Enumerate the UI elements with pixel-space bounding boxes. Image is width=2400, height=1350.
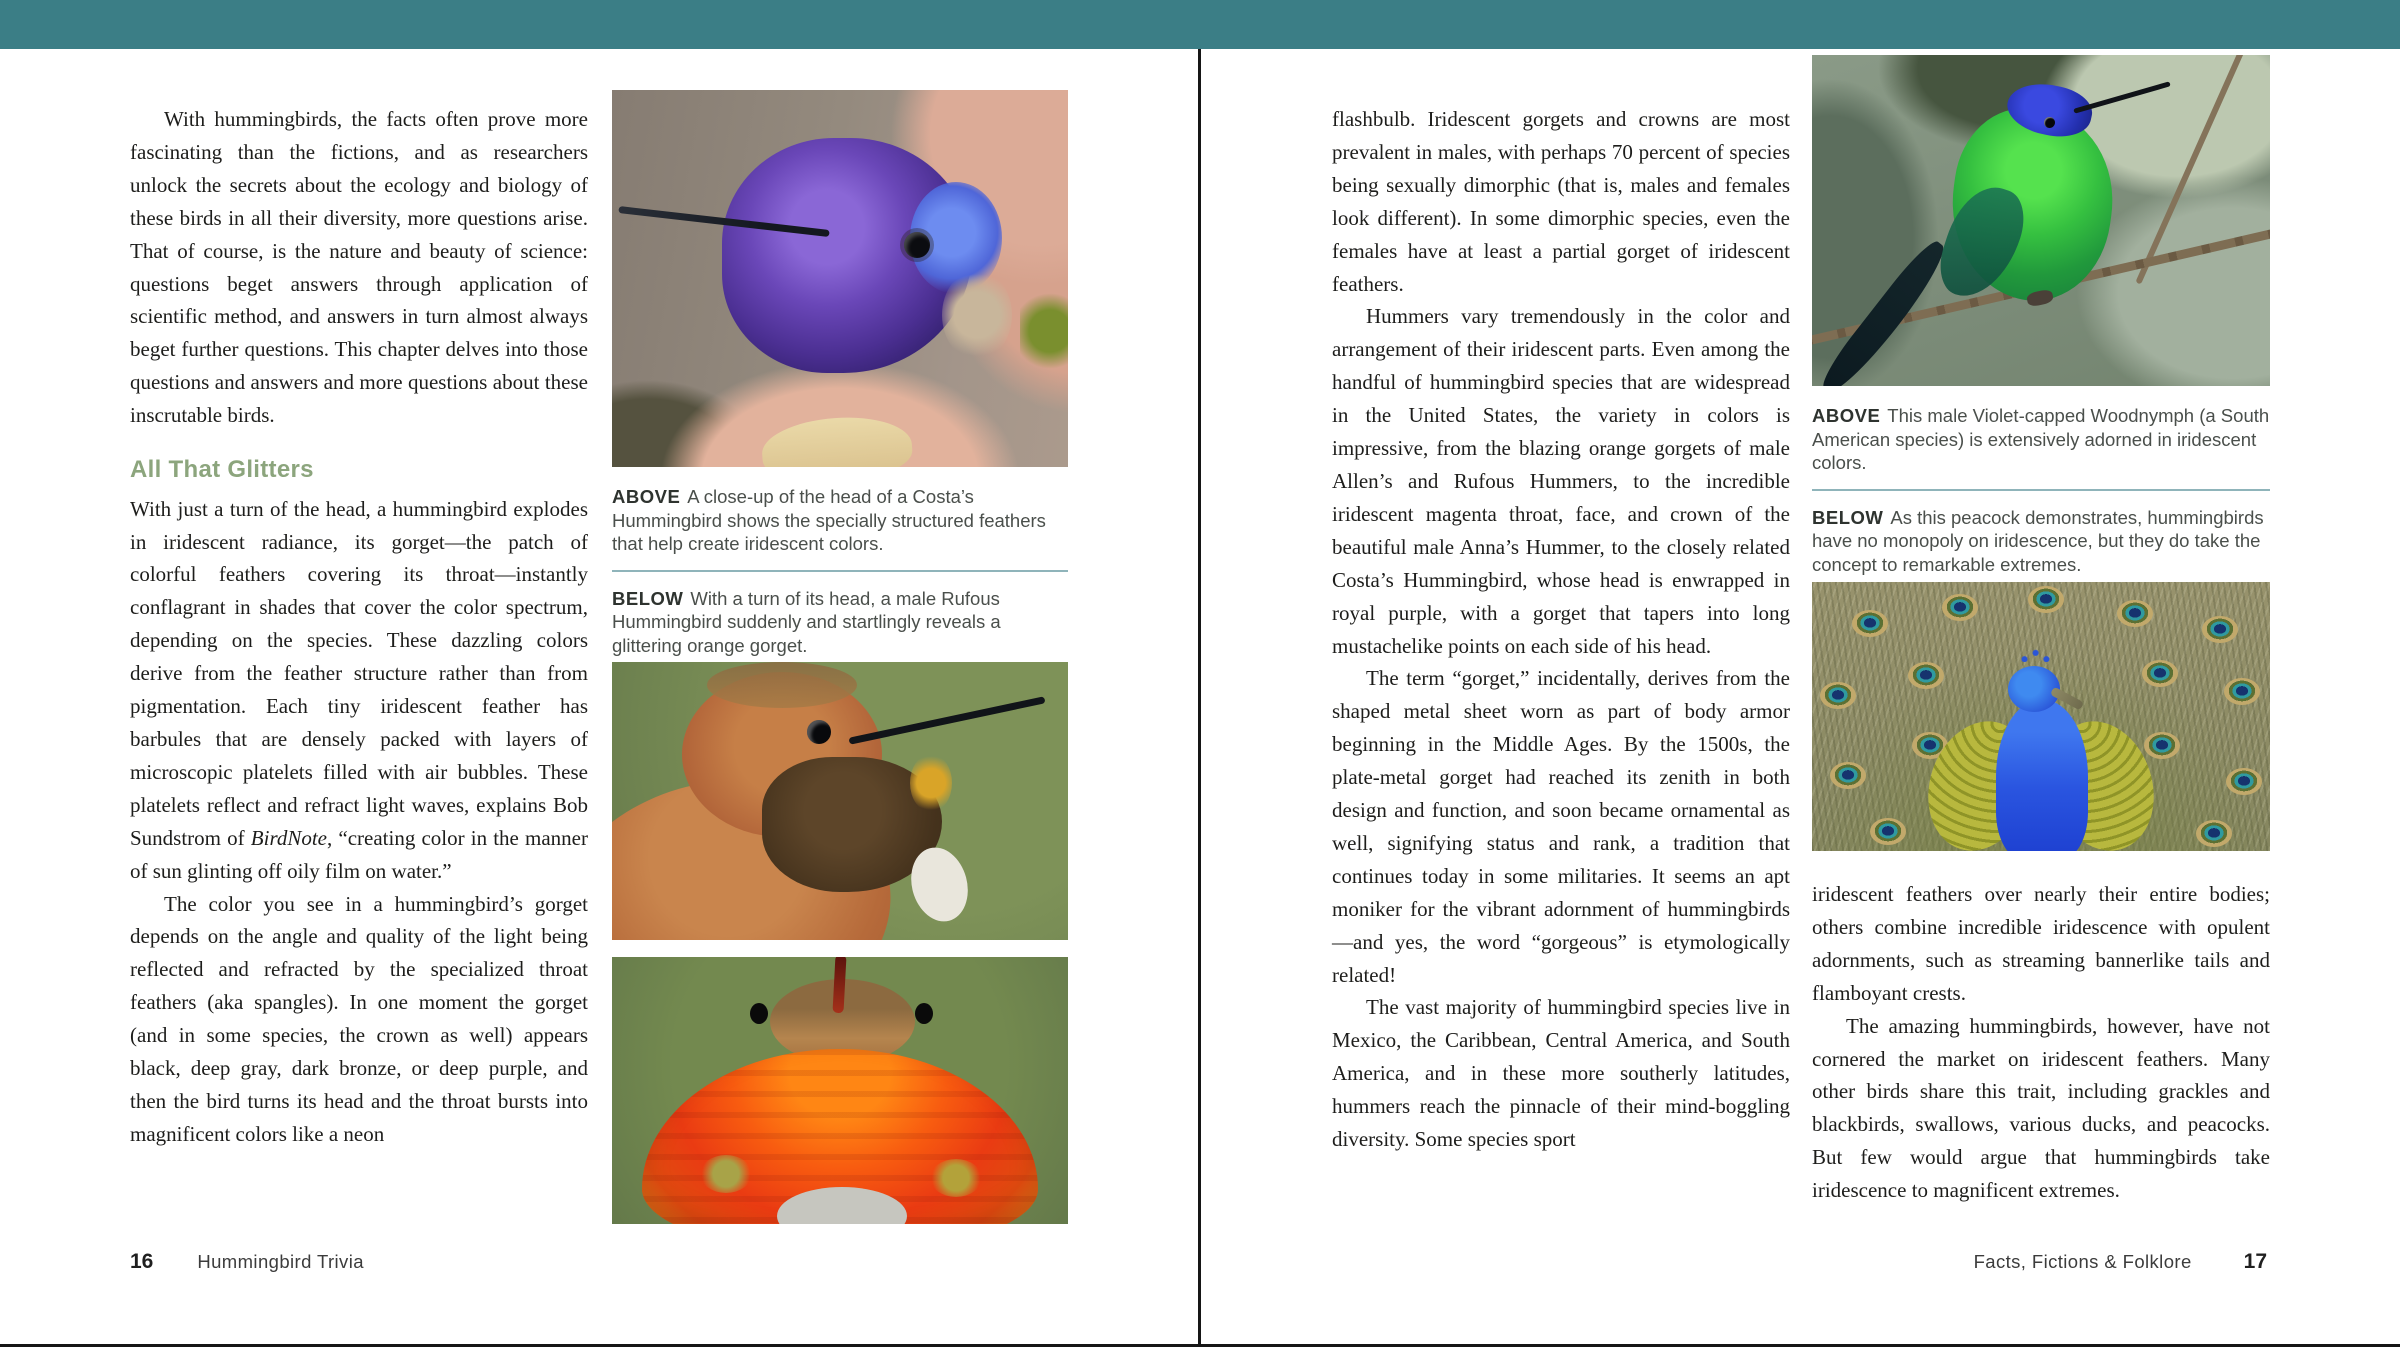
bird-eye-shape: [750, 1003, 768, 1024]
paragraph-text: , “creating color in the manner of sun glinting off oily film on water.”: [130, 825, 588, 883]
caption-text: This male Violet-capped Woodnymph (a South American species) is extensively adorned in iridescent colors.: [1812, 405, 2270, 473]
bird-chin-shape: [942, 270, 1012, 360]
foliage-shape: [1020, 288, 1068, 374]
paragraph: iridescent feathers over nearly their entire bodies; others combine incredible iridescence with opulent adornments, such as streaming bannerlike tails and flamboyant crests.: [1812, 882, 2270, 1005]
peacock-eyespot: [2226, 768, 2262, 795]
page-number: 17: [2243, 1250, 2267, 1273]
caption-divider-line: [612, 570, 1068, 572]
left-page-text-column: [130, 103, 588, 1151]
peacock-eyespot: [1820, 682, 1856, 709]
page-bottom-edge: [0, 1344, 2400, 1347]
bird-crown-shape: [707, 662, 857, 708]
photo-rufous-hummingbird-profile: [612, 662, 1068, 940]
paragraph: The term “gorget,” incidentally, derives from the shaped metal sheet worn as part of body armor beginning in the Middle Ages. By the 1500s, the plate-metal gorget had reached its zenith in both design and function, and soon became ornamental as well, signifying status and rank, a tradition that continues today in some militaries. It seems an apt moniker for the vibrant adornment of hummingbirds—and yes, the word “gorgeous” is etymologically related!: [1332, 666, 1790, 987]
caption-text: A close-up of the head of a Costa’s Hummingbird shows the specially structured feathers that help create iridescent colors.: [612, 486, 1046, 554]
peacock-eyespot: [2117, 600, 2153, 627]
photo-peacock-display: [1812, 582, 2270, 851]
page-gutter-line: [1198, 49, 1201, 1347]
paragraph: The vast majority of hummingbird species live in Mexico, the Caribbean, Central America, and South America, and in these more southerly latitudes, hummers reach the pinnacle of their mind-boggling diversity. Some species sport: [1332, 995, 1790, 1152]
peacock-eyespot: [2224, 678, 2260, 705]
peacock-eyespot: [1908, 662, 1944, 689]
caption-above: [612, 485, 1068, 556]
paragraph-text: With just a turn of the head, a hummingbird explodes in iridescent radiance, its gorget—the patch of colorful feathers covering its throat—instantly conflagrant in shades that cover the color spectrum, depending on the species. These dazzling colors derive from the feather structure rather than from pigmentation. Each tiny iridescent feather has barbules that are densely packed with layers of microscopic platelets filled with air bubbles. These platelets reflect and refract light waves, explains Bob Sundstrom of: [130, 496, 588, 850]
caption-divider-line: [1812, 489, 2270, 491]
peacock-neck-shape: [1996, 700, 2088, 851]
bird-wing-edge-shape: [700, 1155, 752, 1193]
caption-label: BELOW: [612, 587, 684, 609]
bird-eye-shape: [807, 720, 831, 744]
paragraph: Hummers vary tremendously in the color and arrangement of their iridescent parts. Even among the handful of hummingbird species that are widespread in the United States, the variety in colors is impressive, from the blazing orange gorgets of male Allen’s and Rufous Hummers, to the incredible iridescent magenta throat, face, and crown of the beautiful male Anna’s Hummer, to the closely related Costa’s Hummingbird, whose head is enwrapped in royal purple, with a gorget that tapers into long mustachelike points on each side of his head.: [1332, 304, 1790, 658]
running-header: Facts, Fictions & Folklore: [1973, 1251, 2192, 1272]
section-heading: All That Glitters: [130, 456, 314, 484]
peacock-eyespot: [2142, 660, 2178, 687]
photo-violet-capped-woodnymph: [1812, 55, 2270, 386]
italic-title: BirdNote: [250, 825, 327, 850]
bird-bill-shape: [2073, 81, 2171, 113]
right-sidebar-text-column: [1812, 878, 2270, 1207]
photo-rufous-hummingbird-orange-gorget: [612, 957, 1068, 1224]
caption-text: With a turn of its head, a male Rufous Hummingbird suddenly and startlingly reveals a glittering orange gorget.: [612, 587, 1001, 656]
peacock-eyespot: [2202, 616, 2238, 643]
right-page-footer: [1974, 1250, 2267, 1274]
paragraph: The color you see in a hummingbird’s gorget depends on the angle and quality of the light being reflected and refracted by the specialized throat feathers (aka spangles). In one moment the gorget (and in some species, the crown as well) appears black, deep gray, dark bronze, or deep purple, and then the bird turns its head and the throat bursts into magnificent colors like a neon: [130, 891, 588, 1146]
bird-eye-shape: [2044, 117, 2055, 128]
peacock-eyespot: [1870, 818, 1906, 845]
paragraph: With hummingbirds, the facts often prove more fascinating than the fictions, and as researchers unlock the secrets about the ecology and biology of these birds in all their diversity, more questions arise. That of course, is the nature and beauty of science: questions beget answers through application of scientific method, and answers in turn almost always beget further questions. This chapter delves into those questions and answers and more questions about these inscrutable birds.: [130, 107, 588, 428]
peacock-eyespot: [1852, 610, 1888, 637]
caption-text: As this peacock demonstrates, hummingbirds have no monopoly on iridescence, but they do take the concept to remarkable extremes.: [1812, 506, 2264, 575]
bird-gorget-glint-shape: [910, 754, 952, 812]
peacock-crest-shape: [2020, 648, 2050, 662]
caption-label: BELOW: [1812, 506, 1884, 528]
paragraph: The amazing hummingbirds, however, have not cornered the market on iridescent feathers. Many other birds share this trait, including grackles and blackbirds, swallows, various ducks, and peacocks. But few would argue that hummingbirds take iridescence to magnificent extremes.: [1812, 1013, 2270, 1203]
right-page-text-column: [1332, 103, 1790, 1156]
bird-eye-shape: [915, 1003, 933, 1024]
caption-label: ABOVE: [612, 486, 681, 507]
peacock-eyespot: [1830, 762, 1866, 789]
peacock-eyespot: [2144, 732, 2180, 759]
peacock-eyespot: [2196, 820, 2232, 847]
bird-wing-edge-shape: [930, 1159, 982, 1197]
bird-eye-shape: [904, 232, 930, 258]
caption-above: [1812, 404, 2270, 475]
paragraph: [130, 493, 588, 888]
right-caption-block: [1812, 404, 2270, 576]
paragraph: flashbulb. Iridescent gorgets and crowns are most prevalent in males, with perhaps 70 percent of species being sexually dimorphic (that is, males and females look different). In some dimorphic species, even the females have at least a partial gorget of iridescent feathers.: [1332, 107, 1790, 296]
photo-costas-hummingbird-closeup: [612, 90, 1068, 467]
caption-below: [612, 587, 1068, 658]
thumbnail-shape: [760, 413, 914, 467]
caption-label: ABOVE: [1812, 405, 1881, 426]
peacock-eyespot: [1942, 594, 1978, 621]
caption-below: [1812, 506, 2270, 577]
page-number: 16: [130, 1250, 154, 1273]
bird-bill-shape: [848, 696, 1045, 744]
peacock-eyespot: [2028, 586, 2064, 613]
running-header: Hummingbird Trivia: [197, 1251, 364, 1272]
left-page-footer: [130, 1250, 364, 1274]
left-caption-block: [612, 485, 1068, 657]
header-band: [0, 0, 2400, 49]
